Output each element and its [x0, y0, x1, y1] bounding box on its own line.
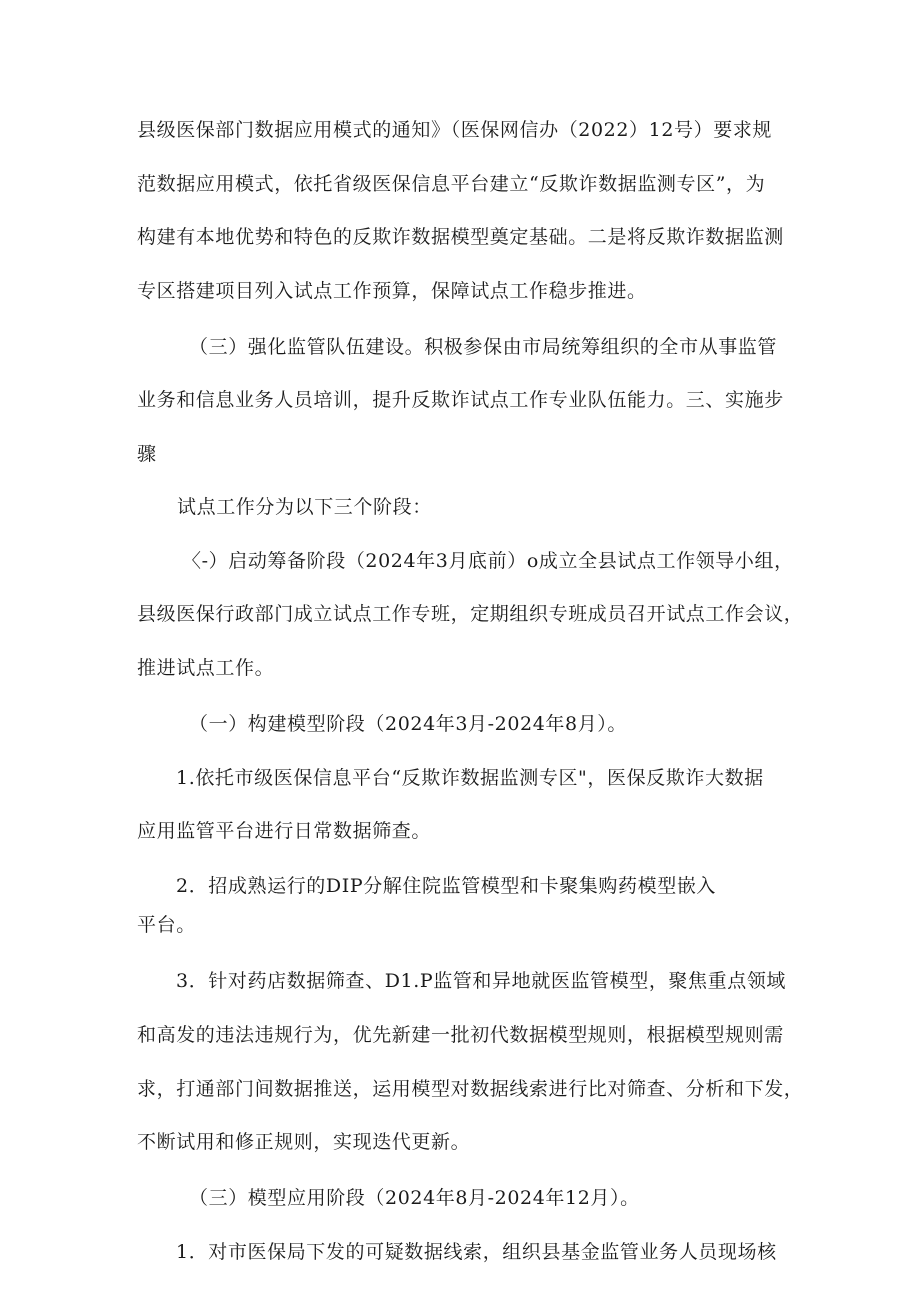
- body-text-line: 专区搭建项目列入试点工作预算，保障试点工作稳步推进。: [137, 280, 647, 302]
- body-text-line: 构建有本地优势和特色的反欺诈数据模型奠定基础。二是将反欺诈数据监测: [137, 226, 784, 248]
- body-text-line: 骤: [137, 443, 157, 465]
- list-item-line: 2．招成熟运行的DIP分解住院监管模型和卡聚集购药模型嵌入: [176, 875, 717, 897]
- stage-heading-line: （一）构建模型阶段（2024年3月-2024年8月）。: [189, 713, 628, 735]
- body-text-line: 不断试用和修正规则，实现迭代更新。: [137, 1131, 471, 1153]
- body-text-line: 业务和信息业务人员培训，提升反欺诈试点工作专业队伍能力。三、实施步: [137, 389, 784, 411]
- body-text-line: 县级医保行政部门成立试点工作专班，定期组织专班成员召开试点工作会议，: [137, 603, 804, 625]
- list-item-line: 1.依托市级医保信息平台“反欺诈数据监测专区"，医保反欺诈大数据: [176, 767, 764, 789]
- stage-heading-line: 〈-）启动筹备阶段（2024年3月底前）o成立全县试点工作领导小组，: [182, 550, 794, 572]
- body-text-line: 推进试点工作。: [137, 657, 275, 679]
- list-item-line: 1．对市医保局下发的可疑数据线索，组织县基金监管业务人员现场核: [176, 1241, 777, 1263]
- stage-heading-line: （三）模型应用阶段（2024年8月-2024年12月）。: [189, 1187, 640, 1209]
- body-text-line: 范数据应用模式，依托省级医保信息平台建立“反欺诈数据监测专区”，为: [137, 173, 766, 195]
- body-text-line: 平台。: [137, 914, 196, 936]
- body-text-line: 和高发的违法违规行为，优先新建一批初代数据模型规则，根据模型规则需: [137, 1024, 784, 1046]
- section-heading-line: （三）强化监管队伍建设。积极参保由市局统筹组织的全市从事监管: [189, 336, 778, 358]
- body-text-line: 县级医保部门数据应用模式的通知》（医保网信办（2022）12号）要求规: [137, 119, 773, 141]
- list-item-line: 3．针对药店数据筛查、D1.P监管和异地就医监管模型，聚焦重点领域: [176, 970, 787, 992]
- body-text-line: 求，打通部门间数据推送，运用模型对数据线索进行比对筛查、分析和下发，: [137, 1078, 804, 1100]
- body-text-line: 应用监管平台进行日常数据筛查。: [137, 820, 432, 842]
- body-text-line: 试点工作分为以下三个阶段：: [177, 496, 432, 518]
